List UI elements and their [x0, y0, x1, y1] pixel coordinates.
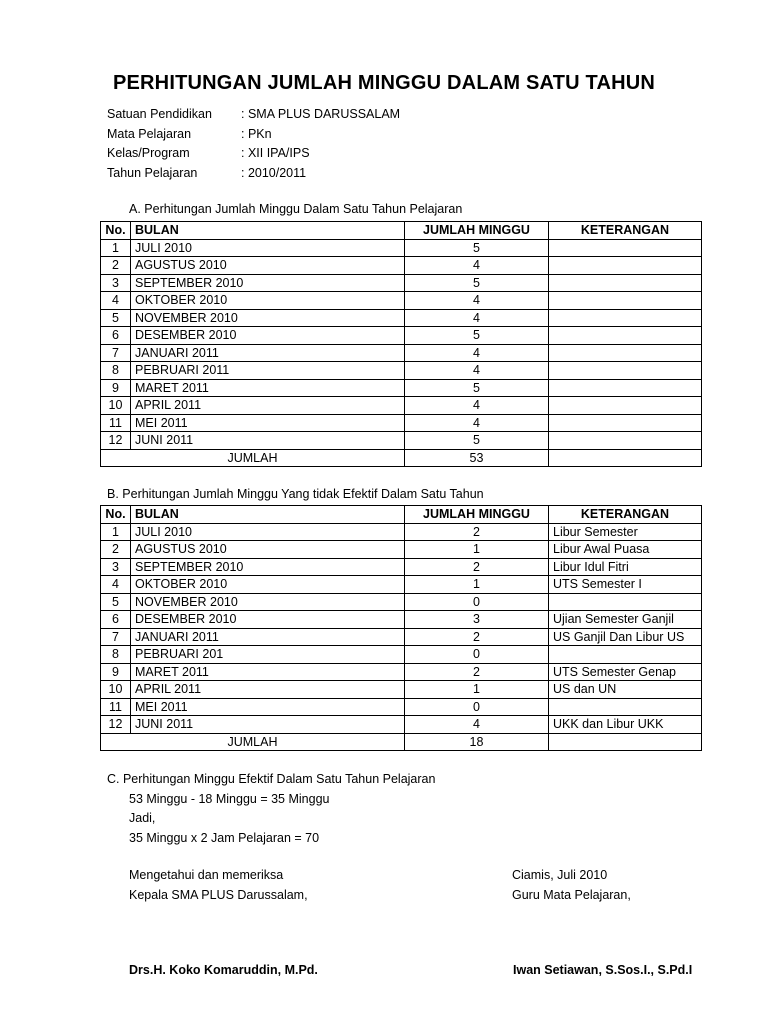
- section-b-title: B. Perhitungan Jumlah Minggu Yang tidak Efektif Dalam Satu Tahun: [107, 487, 484, 501]
- cell-no: 5: [101, 593, 131, 611]
- total-label: JUMLAH: [101, 733, 405, 751]
- cell-keterangan: Ujian Semester Ganjil: [549, 611, 702, 629]
- cell-keterangan: [549, 646, 702, 664]
- cell-no: 11: [101, 414, 131, 432]
- table-b-body: [101, 523, 702, 733]
- cell-no: 11: [101, 698, 131, 716]
- table-row: [101, 379, 702, 397]
- cell-no: 9: [101, 379, 131, 397]
- cell-bulan: JUNI 2011: [131, 432, 405, 450]
- cell-keterangan: [549, 432, 702, 450]
- cell-no: 3: [101, 558, 131, 576]
- table-row: [101, 309, 702, 327]
- info-label: Mata Pelajaran: [107, 126, 192, 141]
- header-jumlah: JUMLAH MINGGU: [405, 222, 549, 240]
- cell-jumlah: 5: [405, 239, 549, 257]
- cell-jumlah: 1: [405, 541, 549, 559]
- cell-jumlah: 0: [405, 593, 549, 611]
- cell-jumlah: 2: [405, 558, 549, 576]
- cell-bulan: AGUSTUS 2010: [131, 257, 405, 275]
- cell-jumlah: 4: [405, 397, 549, 415]
- table-row: [101, 362, 702, 380]
- cell-jumlah: 4: [405, 344, 549, 362]
- cell-keterangan: [549, 593, 702, 611]
- cell-keterangan: UTS Semester Genap: [549, 663, 702, 681]
- cell-no: 12: [101, 432, 131, 450]
- cell-bulan: DESEMBER 2010: [131, 327, 405, 345]
- total-value: 18: [405, 733, 549, 751]
- cell-keterangan: [549, 327, 702, 345]
- table-row: [101, 239, 702, 257]
- cell-keterangan: [549, 698, 702, 716]
- table-row: [101, 344, 702, 362]
- signature-left-line-1: Mengetahui dan memeriksa: [129, 868, 284, 882]
- cell-bulan: MEI 2011: [131, 414, 405, 432]
- signature-right-line-2: Guru Mata Pelajaran,: [512, 887, 631, 902]
- cell-bulan: JULI 2010: [131, 523, 405, 541]
- cell-keterangan: [549, 309, 702, 327]
- principal-name: Drs.H. Koko Komaruddin, M.Pd.: [129, 963, 318, 977]
- table-total-row: [101, 449, 702, 467]
- info-row-satuan: [107, 105, 400, 125]
- table-row: [101, 292, 702, 310]
- total-ket: [549, 449, 702, 467]
- table-row: [101, 646, 702, 664]
- table-row: [101, 327, 702, 345]
- cell-no: 7: [101, 344, 131, 362]
- cell-keterangan: [549, 344, 702, 362]
- cell-no: 3: [101, 274, 131, 292]
- cell-jumlah: 4: [405, 362, 549, 380]
- cell-jumlah: 1: [405, 576, 549, 594]
- cell-jumlah: 4: [405, 309, 549, 327]
- cell-jumlah: 4: [405, 414, 549, 432]
- table-row: [101, 698, 702, 716]
- cell-jumlah: 4: [405, 292, 549, 310]
- table-row: [101, 414, 702, 432]
- cell-no: 9: [101, 663, 131, 681]
- cell-no: 8: [101, 362, 131, 380]
- header-keterangan: KETERANGAN: [549, 222, 702, 240]
- table-header-row: [101, 506, 702, 524]
- info-block: [107, 105, 400, 183]
- table-row: [101, 432, 702, 450]
- cell-bulan: OKTOBER 2010: [131, 292, 405, 310]
- info-row-tahun: [107, 164, 400, 184]
- cell-no: 6: [101, 327, 131, 345]
- cell-bulan: JULI 2010: [131, 239, 405, 257]
- cell-no: 2: [101, 257, 131, 275]
- table-total-row: [101, 733, 702, 751]
- header-no: No.: [101, 506, 131, 524]
- cell-bulan: NOVEMBER 2010: [131, 309, 405, 327]
- info-label: Tahun Pelajaran: [107, 165, 198, 180]
- info-value: : 2010/2011: [241, 165, 307, 180]
- cell-bulan: APRIL 2011: [131, 681, 405, 699]
- cell-jumlah: 2: [405, 663, 549, 681]
- cell-bulan: MEI 2011: [131, 698, 405, 716]
- info-label: Satuan Pendidikan: [107, 107, 212, 121]
- cell-jumlah: 5: [405, 379, 549, 397]
- section-c-title: C. Perhitungan Minggu Efektif Dalam Satu Tahun Pelajaran: [107, 772, 436, 786]
- cell-no: 10: [101, 397, 131, 415]
- table-row: [101, 593, 702, 611]
- cell-keterangan: UTS Semester I: [549, 576, 702, 594]
- header-bulan: BULAN: [131, 506, 405, 524]
- table-row: [101, 274, 702, 292]
- cell-no: 2: [101, 541, 131, 559]
- table-row: [101, 716, 702, 734]
- info-row-mapel: [107, 125, 400, 145]
- table-row: [101, 257, 702, 275]
- table-row: [101, 576, 702, 594]
- cell-keterangan: [549, 362, 702, 380]
- signature-left-line-2: Kepala SMA PLUS Darussalam,: [129, 887, 308, 902]
- cell-bulan: PEBRUARI 201: [131, 646, 405, 664]
- header-no: No.: [101, 222, 131, 240]
- cell-bulan: JANUARI 2011: [131, 344, 405, 362]
- cell-bulan: APRIL 2011: [131, 397, 405, 415]
- header-keterangan: KETERANGAN: [549, 506, 702, 524]
- cell-jumlah: 1: [405, 681, 549, 699]
- cell-jumlah: 4: [405, 257, 549, 275]
- cell-bulan: MARET 2011: [131, 663, 405, 681]
- table-header-row: [101, 222, 702, 240]
- cell-keterangan: Libur Idul Fitri: [549, 558, 702, 576]
- table-a: [100, 221, 702, 467]
- cell-keterangan: [549, 379, 702, 397]
- cell-bulan: PEBRUARI 2011: [131, 362, 405, 380]
- cell-no: 5: [101, 309, 131, 327]
- cell-no: 8: [101, 646, 131, 664]
- signature-left: [129, 866, 308, 905]
- cell-bulan: SEPTEMBER 2010: [131, 274, 405, 292]
- table-row: [101, 397, 702, 415]
- page-title: PERHITUNGAN JUMLAH MINGGU DALAM SATU TAHUN: [112, 72, 656, 94]
- cell-bulan: SEPTEMBER 2010: [131, 558, 405, 576]
- cell-keterangan: [549, 292, 702, 310]
- cell-no: 10: [101, 681, 131, 699]
- table-a-body: [101, 239, 702, 449]
- cell-jumlah: 3: [405, 611, 549, 629]
- total-label: JUMLAH: [101, 449, 405, 467]
- table-b: [100, 505, 702, 751]
- info-row-kelas: [107, 144, 400, 164]
- table-row: [101, 523, 702, 541]
- cell-no: 7: [101, 628, 131, 646]
- cell-keterangan: UKK dan Libur UKK: [549, 716, 702, 734]
- header-jumlah: JUMLAH MINGGU: [405, 506, 549, 524]
- signature-right-line-1: Ciamis, Juli 2010: [512, 868, 608, 882]
- cell-no: 1: [101, 523, 131, 541]
- cell-bulan: JANUARI 2011: [131, 628, 405, 646]
- total-ket: [549, 733, 702, 751]
- cell-jumlah: 0: [405, 698, 549, 716]
- info-value: : XII IPA/IPS: [241, 146, 310, 160]
- cell-jumlah: 2: [405, 523, 549, 541]
- header-bulan: BULAN: [131, 222, 405, 240]
- cell-bulan: MARET 2011: [131, 379, 405, 397]
- table-row: [101, 541, 702, 559]
- cell-jumlah: 5: [405, 327, 549, 345]
- section-c: [107, 770, 435, 848]
- table-row: [101, 663, 702, 681]
- table-row: [101, 681, 702, 699]
- cell-bulan: JUNI 2011: [131, 716, 405, 734]
- cell-no: 6: [101, 611, 131, 629]
- cell-keterangan: [549, 274, 702, 292]
- info-label: Kelas/Program: [107, 146, 190, 160]
- cell-keterangan: US Ganjil Dan Libur US: [549, 628, 702, 646]
- cell-no: 12: [101, 716, 131, 734]
- info-value: : PKn: [241, 126, 272, 141]
- cell-jumlah: 5: [405, 432, 549, 450]
- signature-right: [512, 866, 631, 905]
- total-value: 53: [405, 449, 549, 467]
- cell-jumlah: 5: [405, 274, 549, 292]
- cell-keterangan: [549, 239, 702, 257]
- calc-line-2: Jadi,: [129, 811, 156, 825]
- cell-keterangan: US dan UN: [549, 681, 702, 699]
- teacher-name: Iwan Setiawan, S.Sos.I., S.Pd.I: [513, 963, 693, 977]
- cell-keterangan: [549, 257, 702, 275]
- cell-jumlah: 2: [405, 628, 549, 646]
- cell-jumlah: 4: [405, 716, 549, 734]
- cell-keterangan: Libur Awal Puasa: [549, 541, 702, 559]
- cell-no: 4: [101, 292, 131, 310]
- table-row: [101, 611, 702, 629]
- cell-no: 4: [101, 576, 131, 594]
- cell-bulan: DESEMBER 2010: [131, 611, 405, 629]
- cell-no: 1: [101, 239, 131, 257]
- cell-keterangan: Libur Semester: [549, 523, 702, 541]
- calc-line-3: 35 Minggu x 2 Jam Pelajaran = 70: [129, 830, 320, 845]
- calc-line-1: 53 Minggu - 18 Minggu = 35 Minggu: [129, 791, 330, 806]
- cell-jumlah: 0: [405, 646, 549, 664]
- cell-keterangan: [549, 397, 702, 415]
- cell-bulan: NOVEMBER 2010: [131, 593, 405, 611]
- info-value: : SMA PLUS DARUSSALAM: [241, 107, 401, 121]
- cell-bulan: AGUSTUS 2010: [131, 541, 405, 559]
- table-row: [101, 628, 702, 646]
- cell-keterangan: [549, 414, 702, 432]
- section-a-title: A. Perhitungan Jumlah Minggu Dalam Satu Tahun Pelajaran: [129, 202, 463, 216]
- cell-bulan: OKTOBER 2010: [131, 576, 405, 594]
- table-row: [101, 558, 702, 576]
